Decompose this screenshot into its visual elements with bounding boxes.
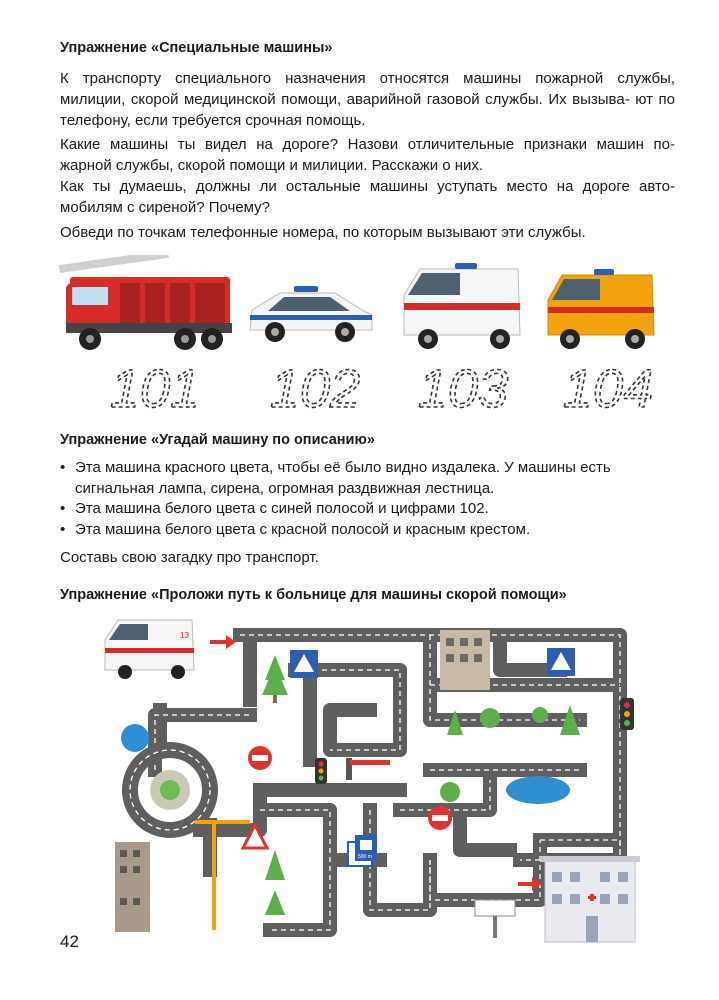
question-line: мобилям с сиреной? Почему?: [60, 199, 270, 216]
exercise2-task: Составь свою загадку про транспорт.: [60, 549, 319, 566]
riddle-item: • Эта машина белого цвета с синей полосой и цифрами 102.: [60, 499, 680, 520]
ambulance-number: 13: [180, 631, 189, 640]
barrier-icon: [346, 758, 390, 780]
building-icon: [115, 842, 150, 932]
pond-icon: [506, 776, 570, 804]
question-line: Как ты думаешь, должны ли остальные машины уступать место на дороге авто-: [60, 178, 675, 195]
exercise2-riddles: [60, 458, 680, 540]
gas-service-van-icon: [548, 269, 654, 349]
hospital-direction-sign-icon: [355, 835, 377, 861]
exercise1-task: Обведи по точкам телефонные номера, по которым вызывают эти службы.: [60, 224, 586, 241]
riddle-item: [60, 458, 680, 499]
hospital-distance-label: 500 m: [358, 854, 372, 860]
road-maze[interactable]: [100, 610, 660, 950]
riddle-text: Эта машина красного цвета, чтобы её было видно издалека. У машины есть: [75, 459, 611, 476]
phone-number-101[interactable]: 101: [110, 359, 201, 415]
start-arrow-icon: [210, 635, 236, 649]
intro-line: К транспорту специального назначения относятся машины пожарной службы,: [60, 70, 675, 87]
riddle-text: сигнальная лампа, сирена, огромная раздвижная лестница.: [75, 479, 495, 497]
intro-line: милиции, скорой медицинской помощи, аварийной газовой службы. Их вызыва-: [60, 91, 630, 108]
exercise1-title: Упражнение «Специальные машины»: [60, 40, 333, 56]
roundabout-sign-icon: [121, 724, 149, 752]
building-icon: [440, 630, 490, 690]
hospital-building-icon[interactable]: [540, 856, 640, 942]
police-car-icon: [250, 286, 372, 342]
exercise1-questions: [60, 134, 675, 218]
phone-number-104[interactable]: 104: [563, 359, 654, 415]
vehicles-illustration: [0, 255, 719, 415]
ambulance-icon: [404, 263, 520, 349]
question-line: Какие машины ты видел на дороге? Назови отличительные признаки машин по-: [60, 136, 675, 153]
fire-truck-icon: [59, 255, 232, 350]
tree-icon: [262, 655, 288, 703]
phone-number-103[interactable]: 103: [418, 359, 509, 415]
riddle-item: • Эта машина белого цвета с красной полосой и красным крестом.: [60, 520, 680, 541]
exercise2-title: Упражнение «Угадай машину по описанию»: [60, 432, 375, 448]
ambulance-start-icon[interactable]: [105, 620, 194, 679]
exercise3-title: Упражнение «Проложи путь к больнице для машины скорой помощи»: [60, 587, 567, 603]
roundabout: [130, 750, 210, 830]
exercise1-intro: [60, 68, 675, 131]
phone-number-102[interactable]: 102: [270, 359, 361, 415]
question-line: жарной службы, скорой помощи и милиции. Расскажи о них.: [60, 157, 484, 174]
page-number: 42: [60, 932, 79, 951]
intro-line: ют по телефону, если требуется срочная помощь.: [60, 91, 675, 129]
direction-signpost-icon: [475, 900, 515, 938]
